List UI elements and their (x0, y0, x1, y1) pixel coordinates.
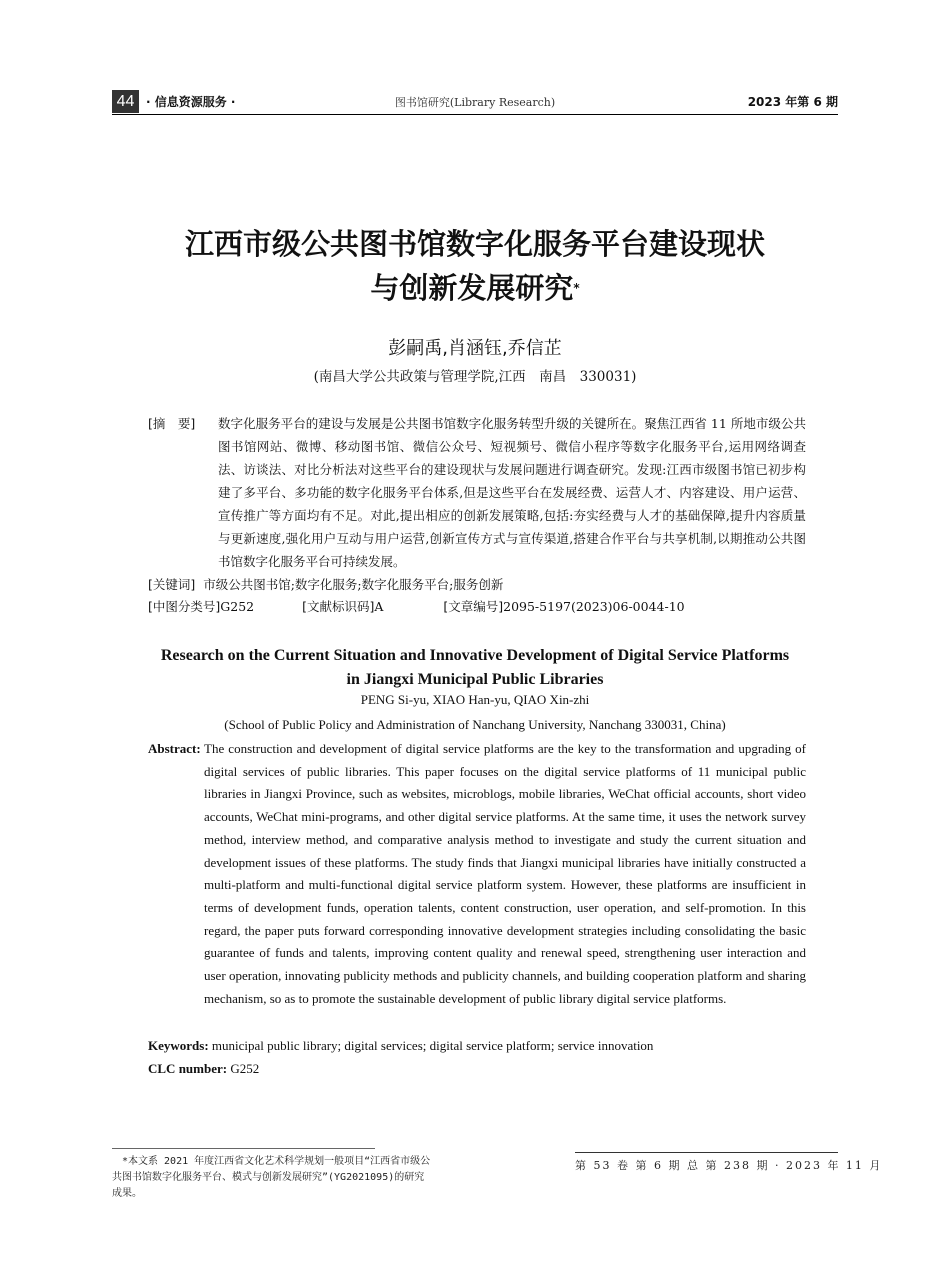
doc-code-label: [文献标识码] (302, 599, 375, 614)
article-number-label: [文章编号] (443, 599, 504, 614)
english-authors: PENG Si-yu, XIAO Han-yu, QIAO Xin-zhi (360, 692, 590, 707)
funding-footnote (112, 1154, 434, 1202)
running-header (112, 90, 838, 115)
footnote-divider (112, 1148, 375, 1149)
author-list: 彭嗣禹,肖涵钰,乔信芷 (388, 338, 562, 359)
keywords-text: 市级公共图书馆;数字化服务;数字化服务平台;服务创新 (203, 577, 504, 592)
footnote-text: *本文系 2021 年度江西省文化艺术科学规划一般项目“江西省市级公共图书馆数字化服务平台、模式与创新发展研究”(YG2021095)的研究成果。 (112, 1156, 431, 1199)
keywords-label: [关键词] (148, 577, 196, 592)
abstract-text: 数字化服务平台的建设与发展是公共图书馆数字化服务转型升级的关键所在。聚焦江西省 11 所地市级公共图书馆网站、微博、移动图书馆、微信公众号、短视频号、微信小程序等数字化服务平台,运用网络调查法、访谈法、对比分析法对这些平台的建设现状与发展问题进行调查研究。发现:江西市级图书馆已初步构建了多平台、多功能的数字化服务平台体系,但是这些平台在发展经费、运营人才、内容建设、用户运营、宣传推广等方面均有不足。对此,提出相应的创新发展策略,包括:夯实经费与人才的基础保障,提升内容质量与更新速度,强化用户互动与用户运营,创新宣传方式与宣传渠道,搭建合作平台与共享机制,以期推动公共图书馆数字化服务平台可持续发展。 (218, 416, 806, 569)
abstract-label: [摘 要] (148, 416, 196, 431)
english-abstract-label: Abstract: (148, 741, 201, 756)
english-affiliation: (School of Public Policy and Administration of Nanchang University, Nanchang 330031, China) (224, 717, 726, 732)
author-affiliation: (南昌大学公共政策与管理学院,江西 南昌 330031) (313, 369, 637, 385)
english-clc-label: CLC number: (148, 1061, 228, 1076)
volume-info: 第 53 卷 第 6 期 总 第 238 期 · 2023 年 11 月 (575, 1159, 883, 1172)
chinese-abstract (148, 412, 806, 573)
english-title (60, 644, 890, 692)
english-abstract (148, 738, 806, 1010)
english-keywords-row (148, 1038, 653, 1054)
english-title-line-1: Research on the Current Situation and Innovative Development of Digital Service Platforms (160, 647, 790, 664)
english-clc-row (148, 1061, 259, 1077)
journal-name: 图书馆研究(Library Research) (394, 96, 556, 109)
page-number: 44 (112, 90, 139, 113)
doc-code-value: A (374, 599, 384, 614)
section-name: · 信息资源服务 · (146, 95, 236, 109)
english-keywords-text: municipal public library; digital services; digital service platform; service innovation (211, 1038, 654, 1053)
keywords-row (148, 573, 503, 596)
clc-value: G252 (220, 599, 255, 614)
english-keywords-label: Keywords: (148, 1038, 209, 1053)
footer-divider (575, 1152, 838, 1153)
english-title-line-2: in Jiangxi Municipal Public Libraries (346, 671, 604, 688)
article-number-value: 2095-5197(2023)06-0044-10 (503, 599, 685, 614)
classification-row (148, 595, 685, 618)
english-abstract-text: The construction and development of digital service platforms are the key to the transformation and upgrading of digital services of public libraries. This paper focuses on the digital service platforms of 11 municipal public libraries in Jiangxi Province, such as websites, microblogs, mobile libraries, WeChat official accounts, short video accounts, WeChat mini-programs, and other digital service platforms. At the same time, it uses the network survey method, interview method, and comparative analysis method to investigate and study the current situation and development issues of these platforms. The study finds that Jiangxi municipal libraries have initially constructed a multi-platform and multi-functional digital service platform system. However, these platforms are insufficient in terms of development funds, operation talents, content construction, user operation, and self-promotion. In this regard, the paper puts forward corresponding innovative development strategies including consolidating the basic guarantee of funds and talents, improving content quality and renewal speed, strengthening user interaction and user operation, innovating publicity methods and publicity channels, and building cooperation platform and sharing mechanism, so as to promote the sustainable development of public library digital service platforms. (204, 741, 806, 1006)
title-line-2-text: 与创新发展研究 (370, 271, 574, 305)
clc-label: [中图分类号] (148, 599, 221, 614)
title-line-1: 江西市级公共图书馆数字化服务平台建设现状 (184, 227, 765, 261)
funding-mark: * (573, 281, 580, 295)
article-title (60, 222, 890, 310)
english-clc-value: G252 (230, 1061, 260, 1076)
issue-label: 2023 年第 6 期 (747, 95, 838, 109)
title-line-2 (60, 266, 890, 310)
